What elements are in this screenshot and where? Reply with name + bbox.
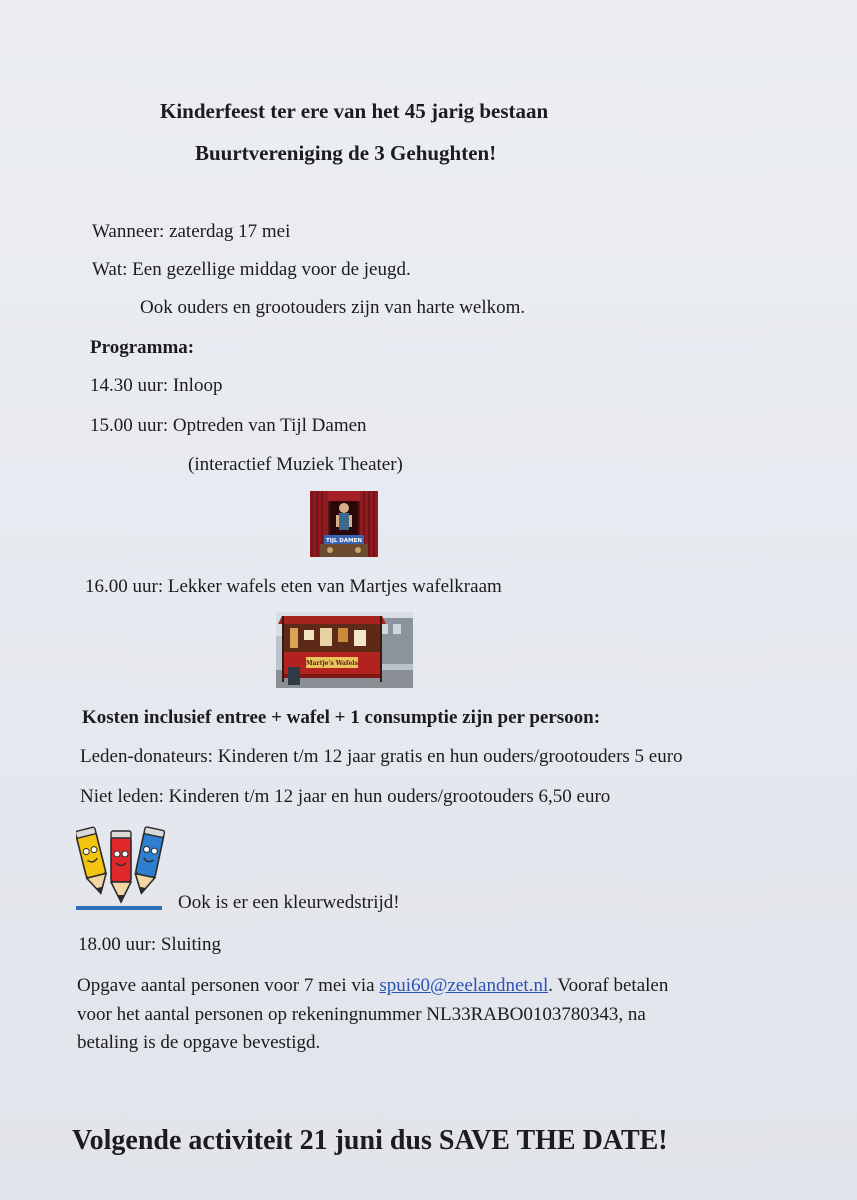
program-heading: Programma:: [90, 337, 195, 358]
theater-photo: [310, 491, 378, 557]
program-item-inloop: 14.30 uur: Inloop: [90, 375, 223, 396]
email-link[interactable]: spui60@zeelandnet.nl: [379, 975, 549, 996]
registration-line-3: betaling is de opgave bevestigd.: [77, 1032, 321, 1053]
program-item-optreden: 15.00 uur: Optreden van Tijl Damen: [90, 415, 367, 436]
costs-non-members: Niet leden: Kinderen t/m 12 jaar en hun ouders/grootouders 6,50 euro: [80, 786, 611, 807]
program-item-theater-note: (interactief Muziek Theater): [188, 454, 403, 475]
registration-line-1: [77, 976, 668, 995]
registration-line-2: voor het aantal personen op rekeningnummer NL33RABO0103780343, na: [77, 1004, 646, 1025]
registration-prefix: Opgave aantal personen voor 7 mei via: [77, 975, 380, 996]
footer-save-the-date: Volgende activiteit 21 juni dus SAVE THE DATE!: [72, 1125, 668, 1156]
when-text: Wanneer: zaterdag 17 mei: [92, 221, 291, 242]
title-line-2: Buurtvereniging de 3 Gehughten!: [195, 141, 497, 165]
wafelkraam-photo: [276, 612, 413, 688]
what-text: Wat: Een gezellige middag voor de jeugd.: [92, 259, 411, 280]
pencils-clipart: [76, 822, 166, 912]
theater-sign: TIJL DAMEN: [326, 538, 362, 544]
costs-members: Leden-donateurs: Kinderen t/m 12 jaar gratis en hun ouders/grootouders 5 euro: [80, 746, 683, 767]
kraam-sign: Martje's Wafels: [306, 660, 358, 667]
contest-text: Ook is er een kleurwedstrijd!: [178, 892, 400, 913]
costs-heading: Kosten inclusief entree + wafel + 1 consumptie zijn per persoon:: [82, 707, 601, 728]
program-item-wafels: 16.00 uur: Lekker wafels eten van Martjes wafelkraam: [85, 576, 502, 597]
what-extra-text: Ook ouders en grootouders zijn van harte welkom.: [140, 297, 526, 318]
closing-text: 18.00 uur: Sluiting: [78, 934, 222, 955]
title-line-1: Kinderfeest ter ere van het 45 jarig bestaan: [160, 99, 549, 123]
registration-suffix: . Vooraf betalen: [548, 975, 669, 996]
